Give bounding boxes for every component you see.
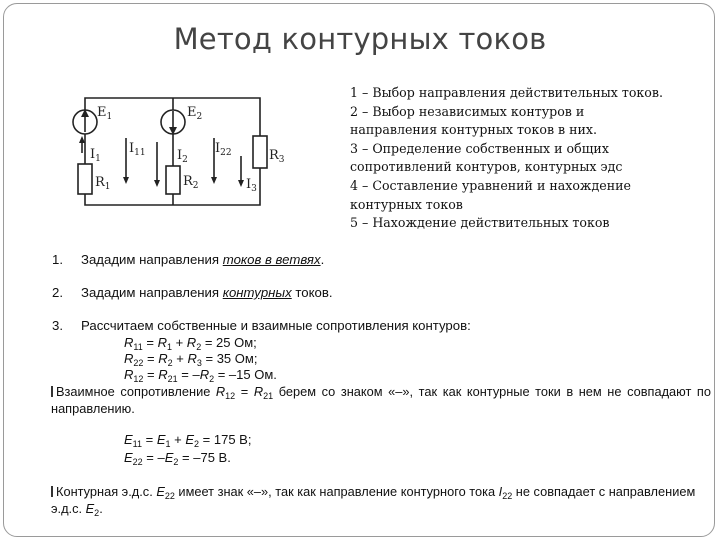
- list-item-3: Рассчитаем собственные и взаимные сопротивления контуров:: [81, 318, 471, 333]
- formula-e22: $E_{22} = -E_2 = -75$ В.: [124, 450, 231, 467]
- list-item-1: Зададим направления токов в ветвях.: [81, 252, 325, 267]
- label-i3: $I_3$: [246, 177, 257, 194]
- label-e2: $E_2$: [187, 105, 203, 122]
- list-number-3: 3.: [52, 318, 63, 333]
- circuit-diagram: [60, 80, 300, 215]
- label-r2: $R_2$: [183, 174, 199, 191]
- list-number-2: 2.: [52, 285, 63, 300]
- step-line: сопротивлений контуров, контурных эдс: [350, 159, 623, 175]
- formula-e11: $E_{11} = E_1 + E_2 = 175$ В;: [124, 432, 252, 449]
- label-i11: $I_{11}$: [129, 141, 146, 158]
- step-line: 5 – Нахождение действительных токов: [350, 215, 610, 231]
- step-line: 3 – Определение собственных и общих: [350, 140, 609, 156]
- list-number-1: 1.: [52, 252, 63, 267]
- label-r1: $R_1$: [95, 175, 111, 192]
- label-e1: $E_1$: [97, 105, 113, 122]
- label-r3: $R_3$: [269, 148, 285, 165]
- label-i2: $I_2$: [177, 148, 188, 165]
- list-item-2: Зададим направления контурных токов.: [81, 285, 333, 300]
- formula-r12: $R_{12} = R_{21} = -R_2 = -15$ Ом.: [124, 367, 277, 384]
- step-line: 2 – Выбор независимых контуров и: [350, 103, 585, 119]
- step-line: контурных токов: [350, 196, 463, 212]
- formula-r22: $R_{22} = R_2 + R_3 = 35$ Ом;: [124, 351, 258, 368]
- step-line: 1 – Выбор направления действительных токов.: [350, 85, 663, 100]
- resistor-r2: [166, 166, 180, 194]
- formula-r11: $R_{11} = R_1 + R_2 = 25$ Ом;: [124, 335, 257, 352]
- step-line: направления контурных токов в них.: [350, 122, 598, 138]
- step-line: 4 – Составление уравнений и нахождение: [350, 177, 631, 193]
- resistor-r1: [78, 164, 92, 194]
- note-contour-emf: Контурная э.д.с. $E_{22}$ имеет знак «–», так как направление контурного тока $I_{22}$ не совпадает с направлением э.д.с. $E_2$.: [51, 484, 696, 518]
- label-i22: $I_{22}$: [215, 141, 232, 158]
- slide-title: Метод контурных токов: [173, 22, 547, 56]
- bullet-bar-icon: [51, 386, 53, 397]
- bullet-bar-icon: [51, 486, 53, 497]
- method-steps: [350, 84, 710, 233]
- note-mutual-resistance: Взаимное сопротивление $R_{12} = R_{21}$ берем со знаком «–», так как контурные токи в нем не совпадают по направлению.: [51, 384, 711, 416]
- resistor-r3: [253, 136, 267, 168]
- label-i1: $I_1$: [90, 147, 101, 164]
